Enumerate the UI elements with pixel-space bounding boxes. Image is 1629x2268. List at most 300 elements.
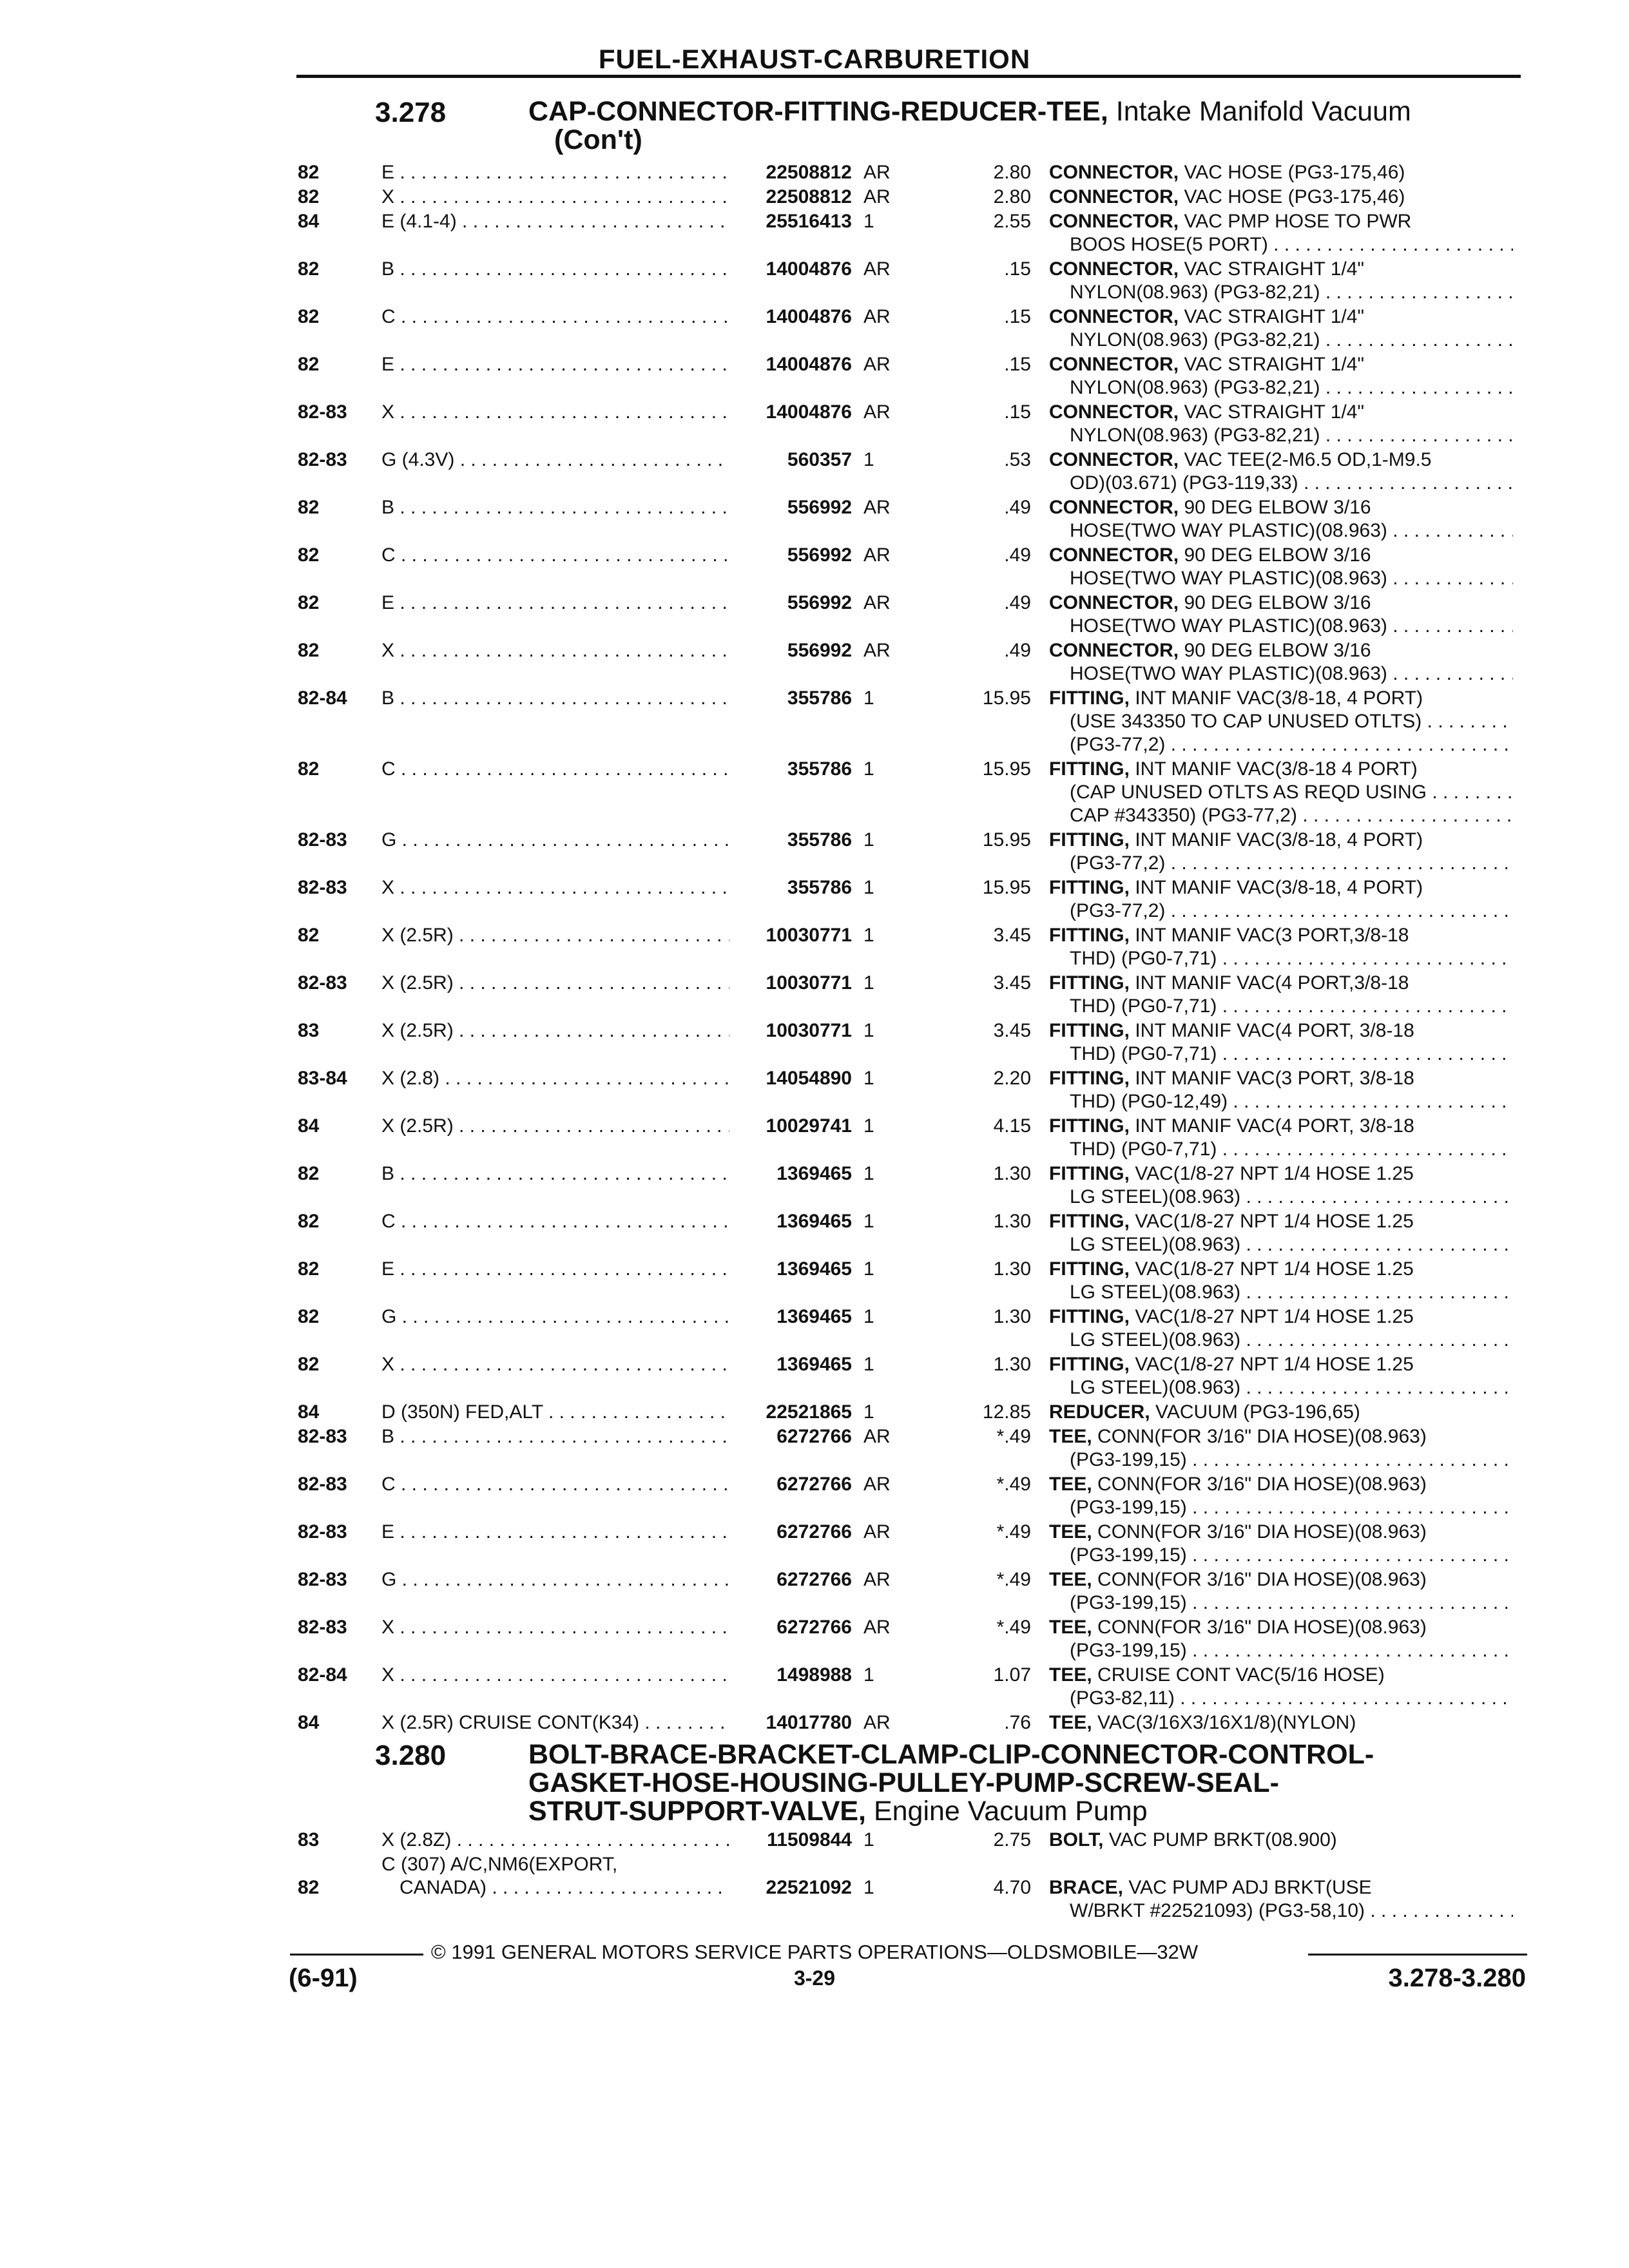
quantity: 1 bbox=[863, 1163, 874, 1184]
model-year: 82 bbox=[298, 544, 320, 566]
model-year: 82-83 bbox=[298, 1617, 347, 1638]
section-title bbox=[528, 97, 1514, 126]
description-text: INT MANIF VAC(3 PORT, 3/8-18 bbox=[1135, 1068, 1414, 1089]
table-row bbox=[0, 876, 1629, 899]
description-text: VAC TEE(2-M6.5 OD,1-M9.5 bbox=[1184, 449, 1432, 470]
part-name: FITTING, bbox=[1049, 758, 1130, 780]
part-name: CONNECTOR, bbox=[1049, 306, 1179, 327]
part-number: 10030771 bbox=[735, 972, 852, 995]
price: *.49 bbox=[996, 1569, 1031, 1590]
description-continued-line bbox=[0, 804, 1629, 827]
description-continued-line bbox=[0, 1090, 1629, 1113]
price: *.49 bbox=[996, 1521, 1031, 1542]
part-number: 22521092 bbox=[735, 1876, 852, 1899]
price: 1.30 bbox=[993, 1211, 1031, 1232]
price: 15.95 bbox=[982, 877, 1031, 898]
part-name: FITTING, bbox=[1049, 829, 1130, 850]
quantity: AR bbox=[863, 258, 891, 280]
description bbox=[1049, 305, 1513, 329]
price: .49 bbox=[1004, 544, 1031, 566]
part-name: TEE, bbox=[1049, 1426, 1092, 1447]
description bbox=[1049, 448, 1513, 472]
model-year: 82 bbox=[298, 1354, 320, 1375]
part-number: 22508812 bbox=[735, 186, 852, 209]
quantity: 1 bbox=[863, 972, 874, 994]
table-row bbox=[0, 1473, 1629, 1496]
model-year: 82-83 bbox=[298, 972, 347, 994]
description-text: 90 DEG ELBOW 3/16 bbox=[1184, 497, 1371, 518]
table-row bbox=[0, 1115, 1629, 1138]
application-code: B . . . bbox=[381, 1425, 729, 1448]
quantity: 1 bbox=[863, 449, 874, 470]
part-name: FITTING, bbox=[1049, 972, 1130, 994]
description-continued: LG STEEL)(08.963) . . . bbox=[1070, 1329, 1513, 1352]
section-title-light: Engine Vacuum Pump bbox=[873, 1796, 1148, 1827]
description-continued: (PG3-199,15) . . . bbox=[1070, 1591, 1513, 1615]
part-name: TEE, bbox=[1049, 1521, 1092, 1542]
description-text: CONN(FOR 3/16" DIA HOSE)(08.963) bbox=[1097, 1426, 1427, 1447]
quantity: 1 bbox=[863, 1115, 874, 1137]
part-number: 355786 bbox=[735, 687, 852, 710]
quantity: 1 bbox=[863, 1306, 874, 1327]
quantity: AR bbox=[863, 1426, 891, 1447]
description-continued: BOOS HOSE(5 PORT) . . . bbox=[1070, 233, 1513, 256]
description-continued: (PG3-77,2) . . . bbox=[1070, 733, 1513, 756]
part-number: 1369465 bbox=[735, 1258, 852, 1281]
section-number: 3.278 bbox=[375, 97, 447, 128]
table-row bbox=[0, 401, 1629, 424]
price: 2.20 bbox=[993, 1068, 1031, 1089]
description-text: INT MANIF VAC(3/8-18, 4 PORT) bbox=[1135, 687, 1423, 709]
description-continued-line bbox=[0, 615, 1629, 638]
application-code: E (4.1-4) . . . bbox=[381, 210, 729, 233]
description bbox=[1049, 1616, 1513, 1639]
table-row bbox=[0, 591, 1629, 615]
description-continued-line bbox=[0, 1281, 1629, 1304]
description-continued: NYLON(08.963) (PG3-82,21) . . . bbox=[1070, 376, 1513, 399]
description-continued-line bbox=[0, 281, 1629, 304]
quantity: AR bbox=[863, 640, 891, 661]
description-continued: HOSE(TWO WAY PLASTIC)(08.963) . . . bbox=[1070, 567, 1513, 590]
description-continued-line bbox=[0, 852, 1629, 875]
table-row bbox=[0, 1616, 1629, 1639]
quantity: AR bbox=[863, 1617, 891, 1638]
description-continued-line bbox=[0, 1376, 1629, 1399]
part-number: 6272766 bbox=[735, 1473, 852, 1496]
quantity: AR bbox=[863, 1569, 891, 1590]
description bbox=[1049, 687, 1513, 710]
section-title-cont: (Con't) bbox=[554, 124, 642, 155]
description bbox=[1049, 639, 1513, 662]
description-continued-line bbox=[0, 1329, 1629, 1352]
application-code: X (2.8Z) . . . bbox=[381, 1829, 729, 1852]
part-number: 14004876 bbox=[735, 258, 852, 281]
table-row bbox=[0, 305, 1629, 329]
section-number: 3.280 bbox=[375, 1740, 447, 1771]
description-continued-line bbox=[0, 1639, 1629, 1662]
description-continued: (PG3-199,15) . . . bbox=[1070, 1544, 1513, 1567]
quantity: 1 bbox=[863, 1354, 874, 1375]
table-row bbox=[0, 639, 1629, 662]
table-row bbox=[0, 496, 1629, 519]
description bbox=[1049, 1711, 1513, 1735]
application-code: E . . . bbox=[381, 161, 729, 184]
price: .49 bbox=[1004, 640, 1031, 661]
application-code: X . . . bbox=[381, 876, 729, 899]
model-year: 82-84 bbox=[298, 1664, 347, 1686]
price: 2.75 bbox=[993, 1829, 1031, 1850]
application-code: B . . . bbox=[381, 687, 729, 710]
table-row bbox=[0, 161, 1629, 184]
description-continued-line bbox=[0, 710, 1629, 733]
part-number: 14054890 bbox=[735, 1067, 852, 1090]
model-year: 84 bbox=[298, 1712, 320, 1733]
part-name: CONNECTOR, bbox=[1049, 354, 1179, 375]
description bbox=[1049, 161, 1513, 184]
price: .15 bbox=[1004, 258, 1031, 280]
description bbox=[1049, 972, 1513, 995]
description-continued-line bbox=[0, 899, 1629, 923]
table-row bbox=[0, 924, 1629, 947]
model-year: 82-83 bbox=[298, 1426, 347, 1447]
model-year: 82 bbox=[298, 1258, 320, 1280]
quantity: AR bbox=[863, 1712, 891, 1733]
description-text: INT MANIF VAC(3/8-18, 4 PORT) bbox=[1135, 829, 1423, 850]
table-row bbox=[0, 1210, 1629, 1233]
quantity: 1 bbox=[863, 877, 874, 898]
table-row bbox=[0, 1401, 1629, 1424]
model-year: 82-83 bbox=[298, 829, 347, 850]
model-year: 82 bbox=[298, 497, 320, 518]
description-continued-line bbox=[0, 376, 1629, 399]
description-continued-line bbox=[0, 947, 1629, 970]
table-row bbox=[0, 1664, 1629, 1687]
table-row bbox=[0, 353, 1629, 376]
description-text: VAC(1/8-27 NPT 1/4 HOSE 1.25 bbox=[1135, 1163, 1414, 1184]
description-text: VAC STRAIGHT 1/4" bbox=[1184, 258, 1365, 280]
part-name: TEE, bbox=[1049, 1474, 1092, 1495]
part-name: FITTING, bbox=[1049, 877, 1130, 898]
description bbox=[1049, 1829, 1513, 1852]
footer-date: (6-91) bbox=[289, 1964, 358, 1992]
description-text: VAC STRAIGHT 1/4" bbox=[1184, 354, 1365, 375]
description-text: 90 DEG ELBOW 3/16 bbox=[1184, 544, 1371, 566]
table-row bbox=[0, 1353, 1629, 1376]
description-text: INT MANIF VAC(4 PORT, 3/8-18 bbox=[1135, 1115, 1414, 1137]
description-text: VAC(3/16X3/16X1/8)(NYLON) bbox=[1097, 1712, 1356, 1733]
part-number: 10030771 bbox=[735, 924, 852, 947]
quantity: 1 bbox=[863, 758, 874, 780]
application-code: G . . . bbox=[381, 1568, 729, 1591]
price: .49 bbox=[1004, 592, 1031, 613]
application-code: X . . . bbox=[381, 1616, 729, 1639]
description-text: CONN(FOR 3/16" DIA HOSE)(08.963) bbox=[1097, 1521, 1427, 1542]
price: 1.07 bbox=[993, 1664, 1031, 1686]
quantity: AR bbox=[863, 1521, 891, 1542]
part-name: TEE, bbox=[1049, 1712, 1092, 1733]
price: 1.30 bbox=[993, 1306, 1031, 1327]
application-code: C . . . bbox=[381, 1210, 729, 1233]
application-code: E . . . bbox=[381, 353, 729, 376]
description bbox=[1049, 1401, 1513, 1424]
part-number: 6272766 bbox=[735, 1521, 852, 1544]
price: 1.30 bbox=[993, 1163, 1031, 1184]
table-row bbox=[0, 1305, 1629, 1329]
description-continued: (PG3-77,2) . . . bbox=[1070, 899, 1513, 923]
part-number: 22508812 bbox=[735, 161, 852, 184]
part-number: 10029741 bbox=[735, 1115, 852, 1138]
section-title-line1: BOLT-BRACE-BRACKET-CLAMP-CLIP-CONNECTOR-CONTROL- bbox=[528, 1739, 1374, 1770]
quantity: AR bbox=[863, 497, 891, 518]
description-text: INT MANIF VAC(3/8-18, 4 PORT) bbox=[1135, 877, 1423, 898]
part-number: 11509844 bbox=[735, 1829, 852, 1852]
description-text: INT MANIF VAC(3 PORT,3/8-18 bbox=[1135, 925, 1409, 946]
part-name: CONNECTOR, bbox=[1049, 497, 1179, 518]
part-code-continued: C (307) A/C,NM6(EXPORT, bbox=[381, 1854, 618, 1875]
description bbox=[1049, 401, 1513, 424]
application-code: E . . . bbox=[381, 1521, 729, 1544]
model-year: 83 bbox=[298, 1829, 320, 1850]
price: 15.95 bbox=[982, 829, 1031, 850]
description-text: VAC PUMP ADJ BRKT(USE bbox=[1128, 1877, 1372, 1898]
description-text: VAC(1/8-27 NPT 1/4 HOSE 1.25 bbox=[1135, 1354, 1414, 1375]
description-text: VAC HOSE (PG3-175,46) bbox=[1184, 162, 1405, 183]
model-year: 82-83 bbox=[298, 449, 347, 470]
footer-copyright: © 1991 GENERAL MOTORS SERVICE PARTS OPERATIONS—OLDSMOBILE—32W bbox=[0, 1941, 1629, 1964]
description bbox=[1049, 829, 1513, 852]
part-name: FITTING, bbox=[1049, 1306, 1130, 1327]
application-code: C . . . bbox=[381, 305, 729, 329]
quantity: AR bbox=[863, 544, 891, 566]
quantity: AR bbox=[863, 354, 891, 375]
description-continued: W/BRKT #22521093) (PG3-58,10) . . . bbox=[1070, 1899, 1513, 1923]
description-continued-line bbox=[0, 1233, 1629, 1256]
quantity: 1 bbox=[863, 1020, 874, 1041]
model-year: 82 bbox=[298, 186, 320, 207]
application-code: B . . . bbox=[381, 496, 729, 519]
table-row bbox=[0, 1521, 1629, 1544]
model-year: 82 bbox=[298, 1306, 320, 1327]
description-text: INT MANIF VAC(4 PORT,3/8-18 bbox=[1135, 972, 1409, 994]
application-code: C . . . bbox=[381, 758, 729, 781]
price: 1.30 bbox=[993, 1258, 1031, 1280]
description-continued: (PG3-77,2) . . . bbox=[1070, 852, 1513, 875]
part-name: CONNECTOR, bbox=[1049, 162, 1179, 183]
section-title-bold: STRUT-SUPPORT-VALVE, bbox=[528, 1796, 866, 1827]
part-number: 22521865 bbox=[735, 1401, 852, 1424]
description-text: 90 DEG ELBOW 3/16 bbox=[1184, 592, 1371, 613]
table-row bbox=[0, 1876, 1629, 1899]
description-continued-line bbox=[0, 1591, 1629, 1615]
application-code: E . . . bbox=[381, 591, 729, 615]
description bbox=[1049, 1305, 1513, 1329]
price: 4.70 bbox=[993, 1877, 1031, 1898]
quantity: 1 bbox=[863, 1258, 874, 1280]
model-year: 83-84 bbox=[298, 1068, 347, 1089]
description-continued-line bbox=[0, 1138, 1629, 1161]
model-year: 82 bbox=[298, 925, 320, 946]
model-year: 82 bbox=[298, 306, 320, 327]
part-number: 1369465 bbox=[735, 1353, 852, 1376]
description-continued-line bbox=[0, 662, 1629, 686]
quantity: AR bbox=[863, 1474, 891, 1495]
page-header-title: FUEL-EXHAUST-CARBURETION bbox=[598, 44, 1031, 74]
model-year: 82 bbox=[298, 258, 320, 280]
part-name: CONNECTOR, bbox=[1049, 211, 1179, 232]
description-text: VAC PMP HOSE TO PWR bbox=[1184, 211, 1412, 232]
quantity: 1 bbox=[863, 1877, 874, 1898]
price: .53 bbox=[1004, 449, 1031, 470]
description-continued: (PG3-82,11) . . . bbox=[1070, 1687, 1513, 1710]
application-code: G . . . bbox=[381, 1305, 729, 1329]
table-row bbox=[0, 186, 1629, 209]
description bbox=[1049, 1162, 1513, 1186]
price: .15 bbox=[1004, 354, 1031, 375]
part-name: BRACE, bbox=[1049, 1877, 1124, 1898]
model-year: 82 bbox=[298, 1211, 320, 1232]
part-name: CONNECTOR, bbox=[1049, 449, 1179, 470]
description-text: VAC PUMP BRKT(08.900) bbox=[1108, 1829, 1337, 1850]
part-name: CONNECTOR, bbox=[1049, 186, 1179, 207]
part-name: BOLT, bbox=[1049, 1829, 1104, 1850]
description bbox=[1049, 1425, 1513, 1448]
description bbox=[1049, 1521, 1513, 1544]
table-row bbox=[0, 1568, 1629, 1591]
table-row bbox=[0, 1162, 1629, 1186]
price: 2.55 bbox=[993, 211, 1031, 232]
part-name: FITTING, bbox=[1049, 1115, 1130, 1137]
description bbox=[1049, 353, 1513, 376]
part-name: CONNECTOR, bbox=[1049, 544, 1179, 566]
description-continued: HOSE(TWO WAY PLASTIC)(08.963) . . . bbox=[1070, 519, 1513, 543]
description-continued-line bbox=[0, 519, 1629, 543]
price: 2.80 bbox=[993, 162, 1031, 183]
description-continued-line bbox=[0, 1899, 1629, 1923]
price: .76 bbox=[1004, 1712, 1031, 1733]
description bbox=[1049, 1473, 1513, 1496]
footer-section-range: 3.278-3.280 bbox=[1388, 1964, 1526, 1992]
part-code-line bbox=[0, 1853, 1629, 1876]
price: 2.80 bbox=[993, 186, 1031, 207]
description bbox=[1049, 1210, 1513, 1233]
description bbox=[1049, 1115, 1513, 1138]
part-number: 1369465 bbox=[735, 1162, 852, 1186]
description-text: VACUUM (PG3-196,65) bbox=[1155, 1401, 1360, 1423]
application-code: X . . . bbox=[381, 401, 729, 424]
description-text: VAC(1/8-27 NPT 1/4 HOSE 1.25 bbox=[1135, 1306, 1414, 1327]
part-number: 1369465 bbox=[735, 1305, 852, 1329]
price: 15.95 bbox=[982, 758, 1031, 780]
application-code: X . . . bbox=[381, 186, 729, 209]
part-number: 1498988 bbox=[735, 1664, 852, 1687]
description-text: CONN(FOR 3/16" DIA HOSE)(08.963) bbox=[1097, 1474, 1427, 1495]
part-number: 6272766 bbox=[735, 1568, 852, 1591]
part-name: FITTING, bbox=[1049, 1163, 1130, 1184]
description bbox=[1049, 1258, 1513, 1281]
part-number: 14004876 bbox=[735, 305, 852, 329]
description bbox=[1049, 1568, 1513, 1591]
quantity: AR bbox=[863, 162, 891, 183]
description-continued: LG STEEL)(08.963) . . . bbox=[1070, 1233, 1513, 1256]
model-year: 82 bbox=[298, 592, 320, 613]
description-continued-line bbox=[0, 472, 1629, 495]
model-year: 84 bbox=[298, 1115, 320, 1137]
description-continued-line bbox=[0, 1448, 1629, 1472]
table-row bbox=[0, 758, 1629, 781]
description-continued-line bbox=[0, 424, 1629, 447]
part-name: FITTING, bbox=[1049, 1020, 1130, 1041]
part-name: CONNECTOR, bbox=[1049, 401, 1179, 423]
price: 15.95 bbox=[982, 687, 1031, 709]
part-name: CONNECTOR, bbox=[1049, 592, 1179, 613]
application-code: B . . . bbox=[381, 258, 729, 281]
description-text: VAC(1/8-27 NPT 1/4 HOSE 1.25 bbox=[1135, 1258, 1414, 1280]
quantity: 1 bbox=[863, 1664, 874, 1686]
application-code: E . . . bbox=[381, 1258, 729, 1281]
part-number: 355786 bbox=[735, 829, 852, 852]
model-year: 82 bbox=[298, 640, 320, 661]
description-continued: CAP #343350) (PG3-77,2) . . . bbox=[1070, 804, 1513, 827]
description-continued: THD) (PG0-12,49) . . . bbox=[1070, 1090, 1513, 1113]
price: .49 bbox=[1004, 497, 1031, 518]
part-name: REDUCER, bbox=[1049, 1401, 1150, 1423]
table-row bbox=[0, 972, 1629, 995]
description bbox=[1049, 258, 1513, 281]
price: 3.45 bbox=[993, 1020, 1031, 1041]
description-continued-line bbox=[0, 781, 1629, 804]
description bbox=[1049, 544, 1513, 567]
header-rule bbox=[296, 75, 1521, 78]
part-name: FITTING, bbox=[1049, 1258, 1130, 1280]
description-continued: (CAP UNUSED OTLTS AS REQD USING . . . bbox=[1070, 781, 1513, 804]
application-code: X (2.5R) . . . bbox=[381, 1115, 729, 1138]
description bbox=[1049, 1876, 1513, 1899]
quantity: AR bbox=[863, 592, 891, 613]
application-code: X (2.8) . . . bbox=[381, 1067, 729, 1090]
quantity: AR bbox=[863, 186, 891, 207]
table-row bbox=[0, 829, 1629, 852]
model-year: 82-83 bbox=[298, 1569, 347, 1590]
price: *.49 bbox=[996, 1617, 1031, 1638]
quantity: 1 bbox=[863, 925, 874, 946]
price: .15 bbox=[1004, 401, 1031, 423]
description-continued: OD)(03.671) (PG3-119,33) . . . bbox=[1070, 472, 1513, 495]
model-year: 82-83 bbox=[298, 1521, 347, 1542]
part-name: FITTING, bbox=[1049, 1354, 1130, 1375]
application-code: X . . . bbox=[381, 639, 729, 662]
quantity: AR bbox=[863, 306, 891, 327]
description-continued: NYLON(08.963) (PG3-82,21) . . . bbox=[1070, 329, 1513, 352]
application-code: C . . . bbox=[381, 544, 729, 567]
description-continued: NYLON(08.963) (PG3-82,21) . . . bbox=[1070, 281, 1513, 304]
description-continued-line bbox=[0, 1544, 1629, 1567]
description bbox=[1049, 924, 1513, 947]
description-text: CONN(FOR 3/16" DIA HOSE)(08.963) bbox=[1097, 1569, 1427, 1590]
description-text: VAC STRAIGHT 1/4" bbox=[1184, 401, 1365, 423]
price: 4.15 bbox=[993, 1115, 1031, 1137]
section-title-bold: CAP-CONNECTOR-FITTING-REDUCER-TEE, bbox=[528, 96, 1108, 127]
table-row bbox=[0, 1067, 1629, 1090]
quantity: 1 bbox=[863, 1211, 874, 1232]
part-name: CONNECTOR, bbox=[1049, 258, 1179, 280]
description-text: 90 DEG ELBOW 3/16 bbox=[1184, 640, 1371, 661]
application-code: X (2.5R) CRUISE CONT(K34) . . . bbox=[381, 1711, 729, 1735]
description-text: INT MANIF VAC(4 PORT, 3/8-18 bbox=[1135, 1020, 1414, 1041]
table-row bbox=[0, 258, 1629, 281]
application-code: B . . . bbox=[381, 1162, 729, 1186]
part-number: 6272766 bbox=[735, 1425, 852, 1448]
part-number: 556992 bbox=[735, 496, 852, 519]
